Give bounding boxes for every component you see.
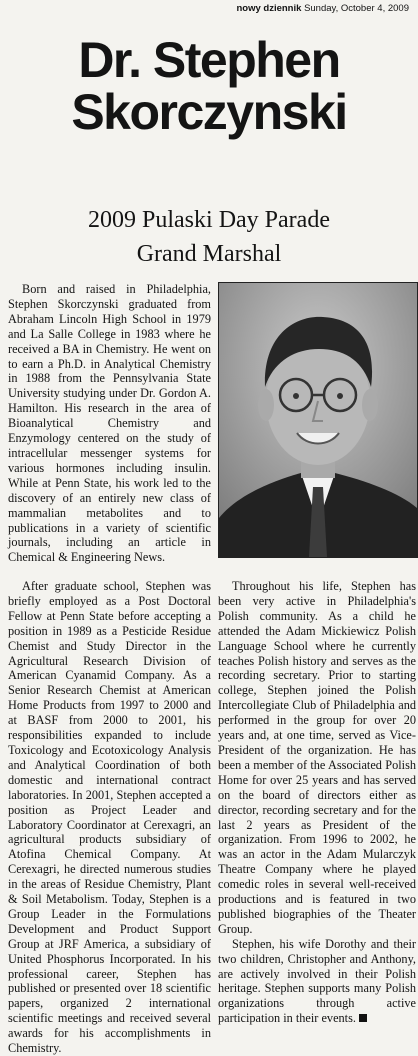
subheadline-line-2: Grand Marshal xyxy=(136,241,282,267)
article-column-1 xyxy=(8,282,211,565)
publication-name: nowy dziennik xyxy=(236,3,302,14)
issue-date: Sunday, October 4, 2009 xyxy=(304,3,409,14)
article-paragraph-4 xyxy=(218,937,416,1026)
end-of-article-mark xyxy=(359,1014,367,1022)
article-paragraph-4-text: Stephen, his wife Dorothy and their two children, Christopher and Anthony, are actively involved in their Polish heritage. Stephen supports many Polish organizations through active participation in their events. xyxy=(218,936,416,1026)
headline xyxy=(0,34,418,138)
article-paragraph-2: After graduate school, Stephen was briefly employed as a Post Doctoral Fellow at Penn State before accepting a position in 1989 as a Pesticide Residue Chemist and Study Director in the Agricultural Research Division of American Cyanamid Company. As a Senior Research Chemist at American Home Products from 1997 to 2000 and at BASF from 2000 to 2001, his responsibilities expanded to include Toxicology and Ecotoxicology Analysis and Analytical Coordination of both domestic and international contract laboratories. In 2001, Stephen accepted a position as Project Leader and Laboratory Coordinator at Cerexagri, an agricultural products subsidiary of Atofina Chemical Company. At Cerexagri, he directed numerous studies in the areas of Residue Chemistry, Plant & Soil Metabolism. Today, Stephen is a Group Leader in the Formulations Development and Product Support Group at JRF America, a subsidiary of United Phosphorus Incorporated. In his professional career, Stephen has published or presented over 18 scientific papers, organized 2 international scientific meetings and received several awards for his accomplishments in Chemistry. xyxy=(8,579,211,1056)
portrait-photo-graphic xyxy=(219,283,417,557)
article-column-3 xyxy=(218,579,416,1026)
masthead xyxy=(236,3,409,14)
portrait-photo xyxy=(218,282,418,558)
article-paragraph-3: Throughout his life, Stephen has been very active in Philadelphia's Polish community. As a child he attended the Adam Mickiewicz Polish Language School where he currently teaches Polish history and serves as the recording secretary. Prior to starting college, Stephen joined the Polish Intercollegiate Club of Philadelphia and performed in the group for over 20 years and, at one time, served as Vice-President of the organization. He has been a member of the Associated Polish Home for over 25 years and has served on the board of directors either as director, recording secretary and for the last 2 years as President of the organization. From 1996 to 2002, he was an actor in the Adam Mularczyk Theatre Company where he played comedic roles in several well-received productions and is featured in two published biographies of the Theater Group. xyxy=(218,579,416,936)
article-paragraph-1: Born and raised in Philadelphia, Stephen Skorczynski graduated from Abraham Lincoln High School in 1979 and La Salle College in 1983 where he received a BA in Chemistry. He went on to earn a Ph.D. in Analytical Chemistry in 1988 from the Pennsylvania State University studying under Dr. Gordon A. Hamilton. His research in the area of Bioanalytical Chemistry and Enzymology centered on the study of intracellular messenger systems for various hormones including insulin. While at Penn State, his work led to the discovery of an entirely new class of mammalian metabolites and to publications in a variety of scientific journals, including an article in Chemical & Engineering News. xyxy=(8,282,211,565)
subheadline xyxy=(0,203,418,271)
article-column-2 xyxy=(8,579,211,1056)
headline-line-2: Skorczynski xyxy=(71,84,347,140)
headline-line-1: Dr. Stephen xyxy=(78,32,340,88)
subheadline-line-1: 2009 Pulaski Day Parade xyxy=(88,207,330,233)
